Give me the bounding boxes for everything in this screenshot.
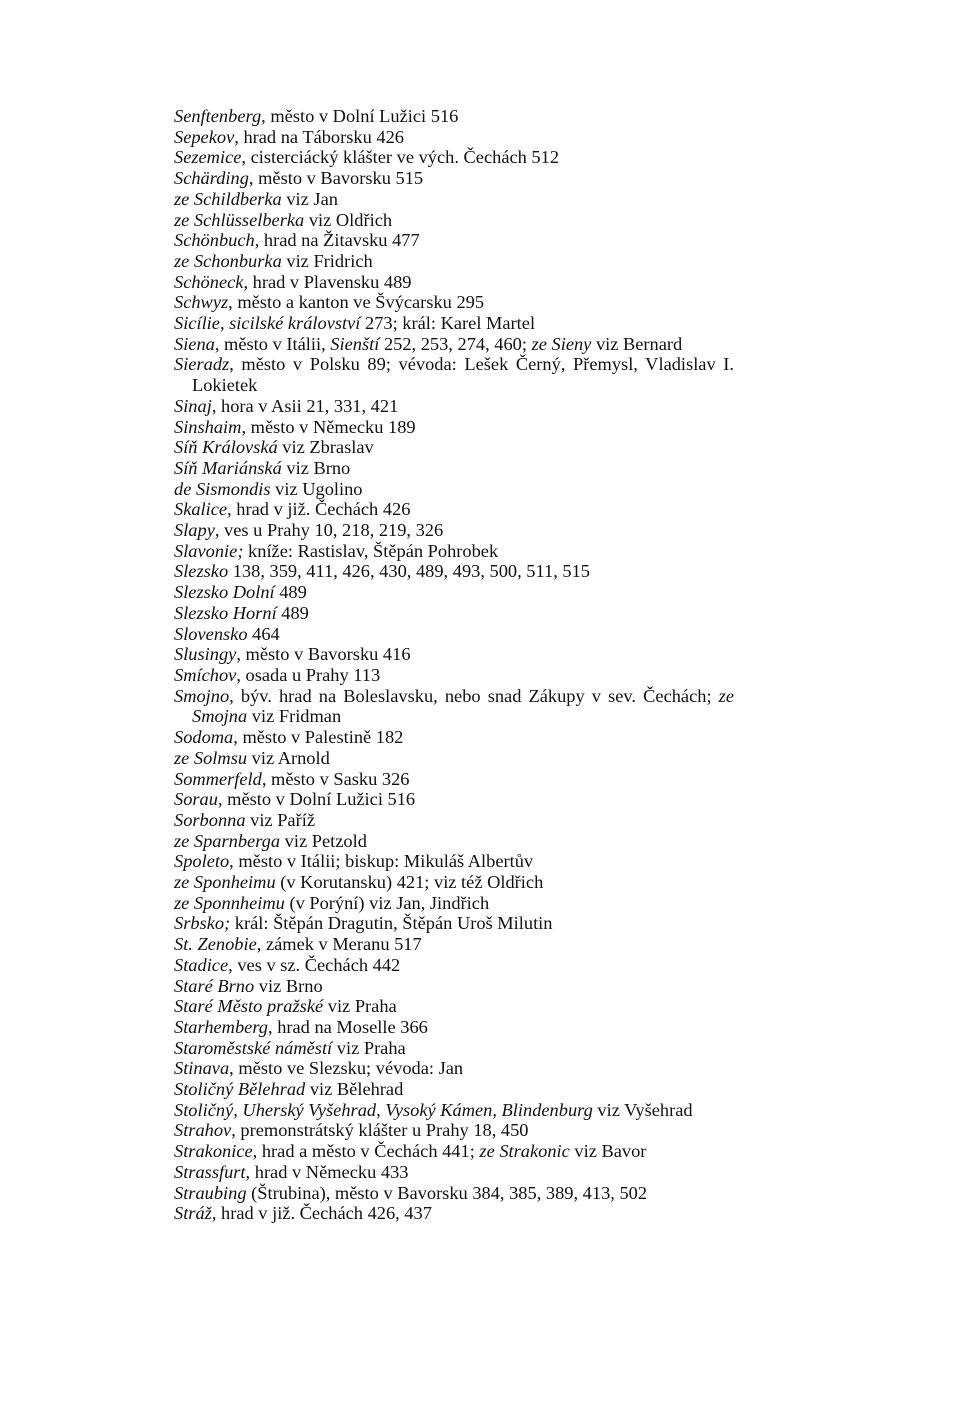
index-entry [174,872,734,893]
entry-term: Sezemice [174,147,242,168]
entry-text: 252, 253, 274, 460; [379,333,532,354]
entry-term: Staré Brno [174,975,255,996]
entry-text: , hrad a město v Čechách 441; [252,1141,480,1162]
index-entry [174,127,734,148]
entry-text: , město v Dolní Lužici 516 [217,789,416,810]
index-entry [174,396,734,417]
index-entry [174,810,734,831]
index-entry [174,934,734,955]
entry-term: de Sismondis [174,478,271,499]
index-entry [174,582,734,603]
entry-term: Stadice [174,954,229,975]
entry-term: Stinava [174,1058,230,1079]
entry-text: , město v Německu 189 [241,416,416,437]
entry-text: viz Oldřich [304,209,393,230]
entry-text: 489 [276,602,309,623]
index-entry [174,106,734,127]
entry-term: Slovensko [174,623,248,644]
entry-term: Slavonie; [174,540,244,561]
entry-term: Slezsko Dolní [174,582,275,603]
index-entry [174,272,734,293]
entry-term: Skalice [174,499,228,520]
index-entry [174,210,734,231]
entry-term: Senftenberg [174,106,262,126]
index-entry [174,665,734,686]
entry-text: , město a kanton ve Švýcarsku 295 [228,292,485,313]
entry-text: viz Fridrich [281,250,373,271]
entry-term: Strahov [174,1120,232,1141]
entry-text: , hora v Asii 21, 331, 421 [211,395,399,416]
index-entry [174,230,734,251]
entry-term: Sodoma [174,727,234,748]
entry-text: , město ve Slezsku; vévoda: Jan [229,1058,464,1079]
entry-term: Siena [174,333,215,354]
index-entry [174,727,734,748]
entry-term: ze Schlüsselberka [174,209,305,230]
entry-term: ze Smojna [192,685,734,727]
entry-term: Sicílie, sicilské království [174,313,361,334]
entry-text: viz Vyšehrad [592,1099,693,1120]
entry-text: viz Bavor [569,1141,647,1162]
index-entry [174,603,734,624]
entry-term: Slezsko Horní [174,602,277,623]
entry-text: , město v Dolní Lužici 516 [261,106,459,126]
entry-text: , hrad na Moselle 366 [268,1016,428,1037]
index-entry [174,251,734,272]
entry-term: Schöneck [174,271,244,292]
entry-text: , cisterciácký klášter ve vých. Čechách 512 [241,147,560,168]
entry-text: , ves u Prahy 10, 218, 219, 326 [214,520,444,541]
entry-text: , město v Itálii; biskup: Mikuláš Albertův [229,851,534,872]
entry-term: Sorbonna [174,809,246,830]
index-entry [174,541,734,562]
entry-text: , hrad v již. Čechách 426 [227,499,411,520]
entry-term: Slusingy [174,644,237,665]
entry-term: Stoličný, Uherský Vyšehrad, Vysoký Kámen, Blindenburg [174,1099,593,1120]
entry-term: St. Zenobie [174,934,257,955]
entry-text: (Štrubina), město v Bavorsku 384, 385, 389, 413, 502 [246,1182,648,1203]
entry-term: Straubing [174,1182,247,1203]
entry-text: viz Bernard [591,333,683,354]
entry-term: Stoličný Bělehrad [174,1079,306,1100]
entry-text: 489 [274,582,307,603]
index-entry [174,851,734,872]
index-entry [174,1038,734,1059]
entry-text: král: Štěpán Dragutin, Štěpán Uroš Milutin [230,913,553,934]
index-entry [174,168,734,189]
entry-text: , město v Itálii, [214,333,331,354]
entry-term: Sinshaim [174,416,242,437]
entry-term: Spoleto [174,851,230,872]
index-entry [174,644,734,665]
entry-text: viz Bělehrad [305,1079,404,1100]
entry-term: Síň Mariánská [174,457,282,478]
entry-text: viz Fridman [247,706,342,727]
index-entry [174,292,734,313]
index-entry [174,313,734,334]
entry-term: Sepekov [174,126,235,147]
entry-term: Stráž [174,1203,212,1224]
entry-term: ze Schildberka [174,188,282,209]
index-entry [174,417,734,438]
entry-text: , město v Bavorsku 515 [248,168,424,189]
entry-term: Smíchov [174,664,237,685]
entry-term: Sieradz [174,354,230,375]
entry-term: ze Sieny [531,333,592,354]
entry-text: , zámek v Meranu 517 [256,934,422,955]
entry-term: Starhemberg [174,1016,268,1037]
entry-text: viz Petzold [280,830,367,851]
entry-text: , město v Sasku 326 [261,768,410,789]
entry-text: viz Zbraslav [277,437,374,458]
entry-text: , býv. hrad na Boleslavsku, nebo snad Zákupy v sev. Čechách; [229,685,719,706]
entry-term: Strassfurt [174,1161,246,1182]
entry-text: , hrad na Táborsku 426 [234,126,404,147]
entry-term: Slapy [174,520,215,541]
index-entry [174,789,734,810]
entry-text: kníže: Rastislav, Štěpán Pohrobek [243,540,499,561]
entry-text: viz Ugolino [270,478,363,499]
index-entry [174,769,734,790]
entry-text: (v Korutansku) 421; viz též Oldřich [275,872,544,893]
entry-term: Strakonice [174,1141,253,1162]
entry-term: Staré Město pražské [174,996,324,1017]
entry-text: viz Praha [332,1037,406,1058]
index-entry [174,955,734,976]
index-entry [174,748,734,769]
entry-term: ze Strakonic [479,1141,570,1162]
index-entry [174,1058,734,1079]
entry-text: , premonstrátský klášter u Prahy 18, 450 [231,1120,529,1141]
entry-text: (v Porýní) viz Jan, Jindřich [284,892,490,913]
entry-text: , ves v sz. Čechách 442 [228,954,401,975]
index-entry [174,831,734,852]
index-entry [174,1162,734,1183]
entry-term: Smojno [174,685,230,706]
entry-text: 464 [247,623,280,644]
index-entry [174,499,734,520]
entry-term: Sinaj [174,395,212,416]
entry-term: Schönbuch [174,230,255,251]
index-entry [174,437,734,458]
entry-text: 138, 359, 411, 426, 430, 489, 493, 500, 511, 515 [228,561,590,582]
entry-text: , hrad v Plavensku 489 [243,271,412,292]
entry-text: 273; král: Karel Martel [360,313,536,334]
entry-term: ze Sponheimu [174,872,276,893]
index-entry [174,189,734,210]
entry-term: Schärding [174,168,249,189]
index-entry [174,686,734,727]
index-entry [174,1203,734,1224]
entry-text: , osada u Prahy 113 [236,664,381,685]
entry-term: Slezsko [174,561,229,582]
index-entry [174,147,734,168]
entry-text: viz Arnold [247,747,330,768]
index-entry [174,996,734,1017]
index-page [174,106,734,1224]
index-entry [174,1017,734,1038]
entry-term: Sienští [330,333,380,354]
entry-text: , město v Bavorsku 416 [236,644,411,665]
index-entry [174,458,734,479]
index-entry [174,1100,734,1121]
index-entry [174,561,734,582]
entry-text: , hrad v již. Čechách 426, 437 [211,1203,432,1224]
entry-term: Staroměstské náměstí [174,1037,333,1058]
entry-term: Sorau [174,789,218,810]
index-entry [174,913,734,934]
entry-text: viz Praha [323,996,397,1017]
index-entry [174,1079,734,1100]
entry-text: viz Brno [281,457,351,478]
entry-text: , hrad na Žitavsku 477 [254,230,420,251]
index-entry [174,624,734,645]
entry-term: ze Schonburka [174,250,282,271]
index-entry [174,1141,734,1162]
entry-term: ze Sparnberga [174,830,281,851]
entry-text: , město v Polsku 89; vévoda: Lešek Černý, Přemysl, Vladislav I. Lokietek [192,354,734,396]
entry-term: Schwyz [174,292,229,313]
index-entry [174,976,734,997]
entry-text: viz Paříž [245,809,315,830]
entry-text: , město v Palestině 182 [233,727,404,748]
entry-term: Srbsko; [174,913,231,934]
entry-term: ze Sponnheimu [174,892,285,913]
entry-text: viz Brno [254,975,323,996]
entry-term: ze Solmsu [174,747,248,768]
index-entry [174,479,734,500]
index-entry [174,1183,734,1204]
index-entry [174,354,734,395]
entry-text: , hrad v Německu 433 [245,1161,409,1182]
entry-term: Síň Královská [174,437,278,458]
entry-text: viz Jan [281,188,338,209]
index-entry [174,1120,734,1141]
index-entry [174,520,734,541]
entry-term: Sommerfeld [174,768,262,789]
index-entry [174,334,734,355]
index-entry [174,893,734,914]
